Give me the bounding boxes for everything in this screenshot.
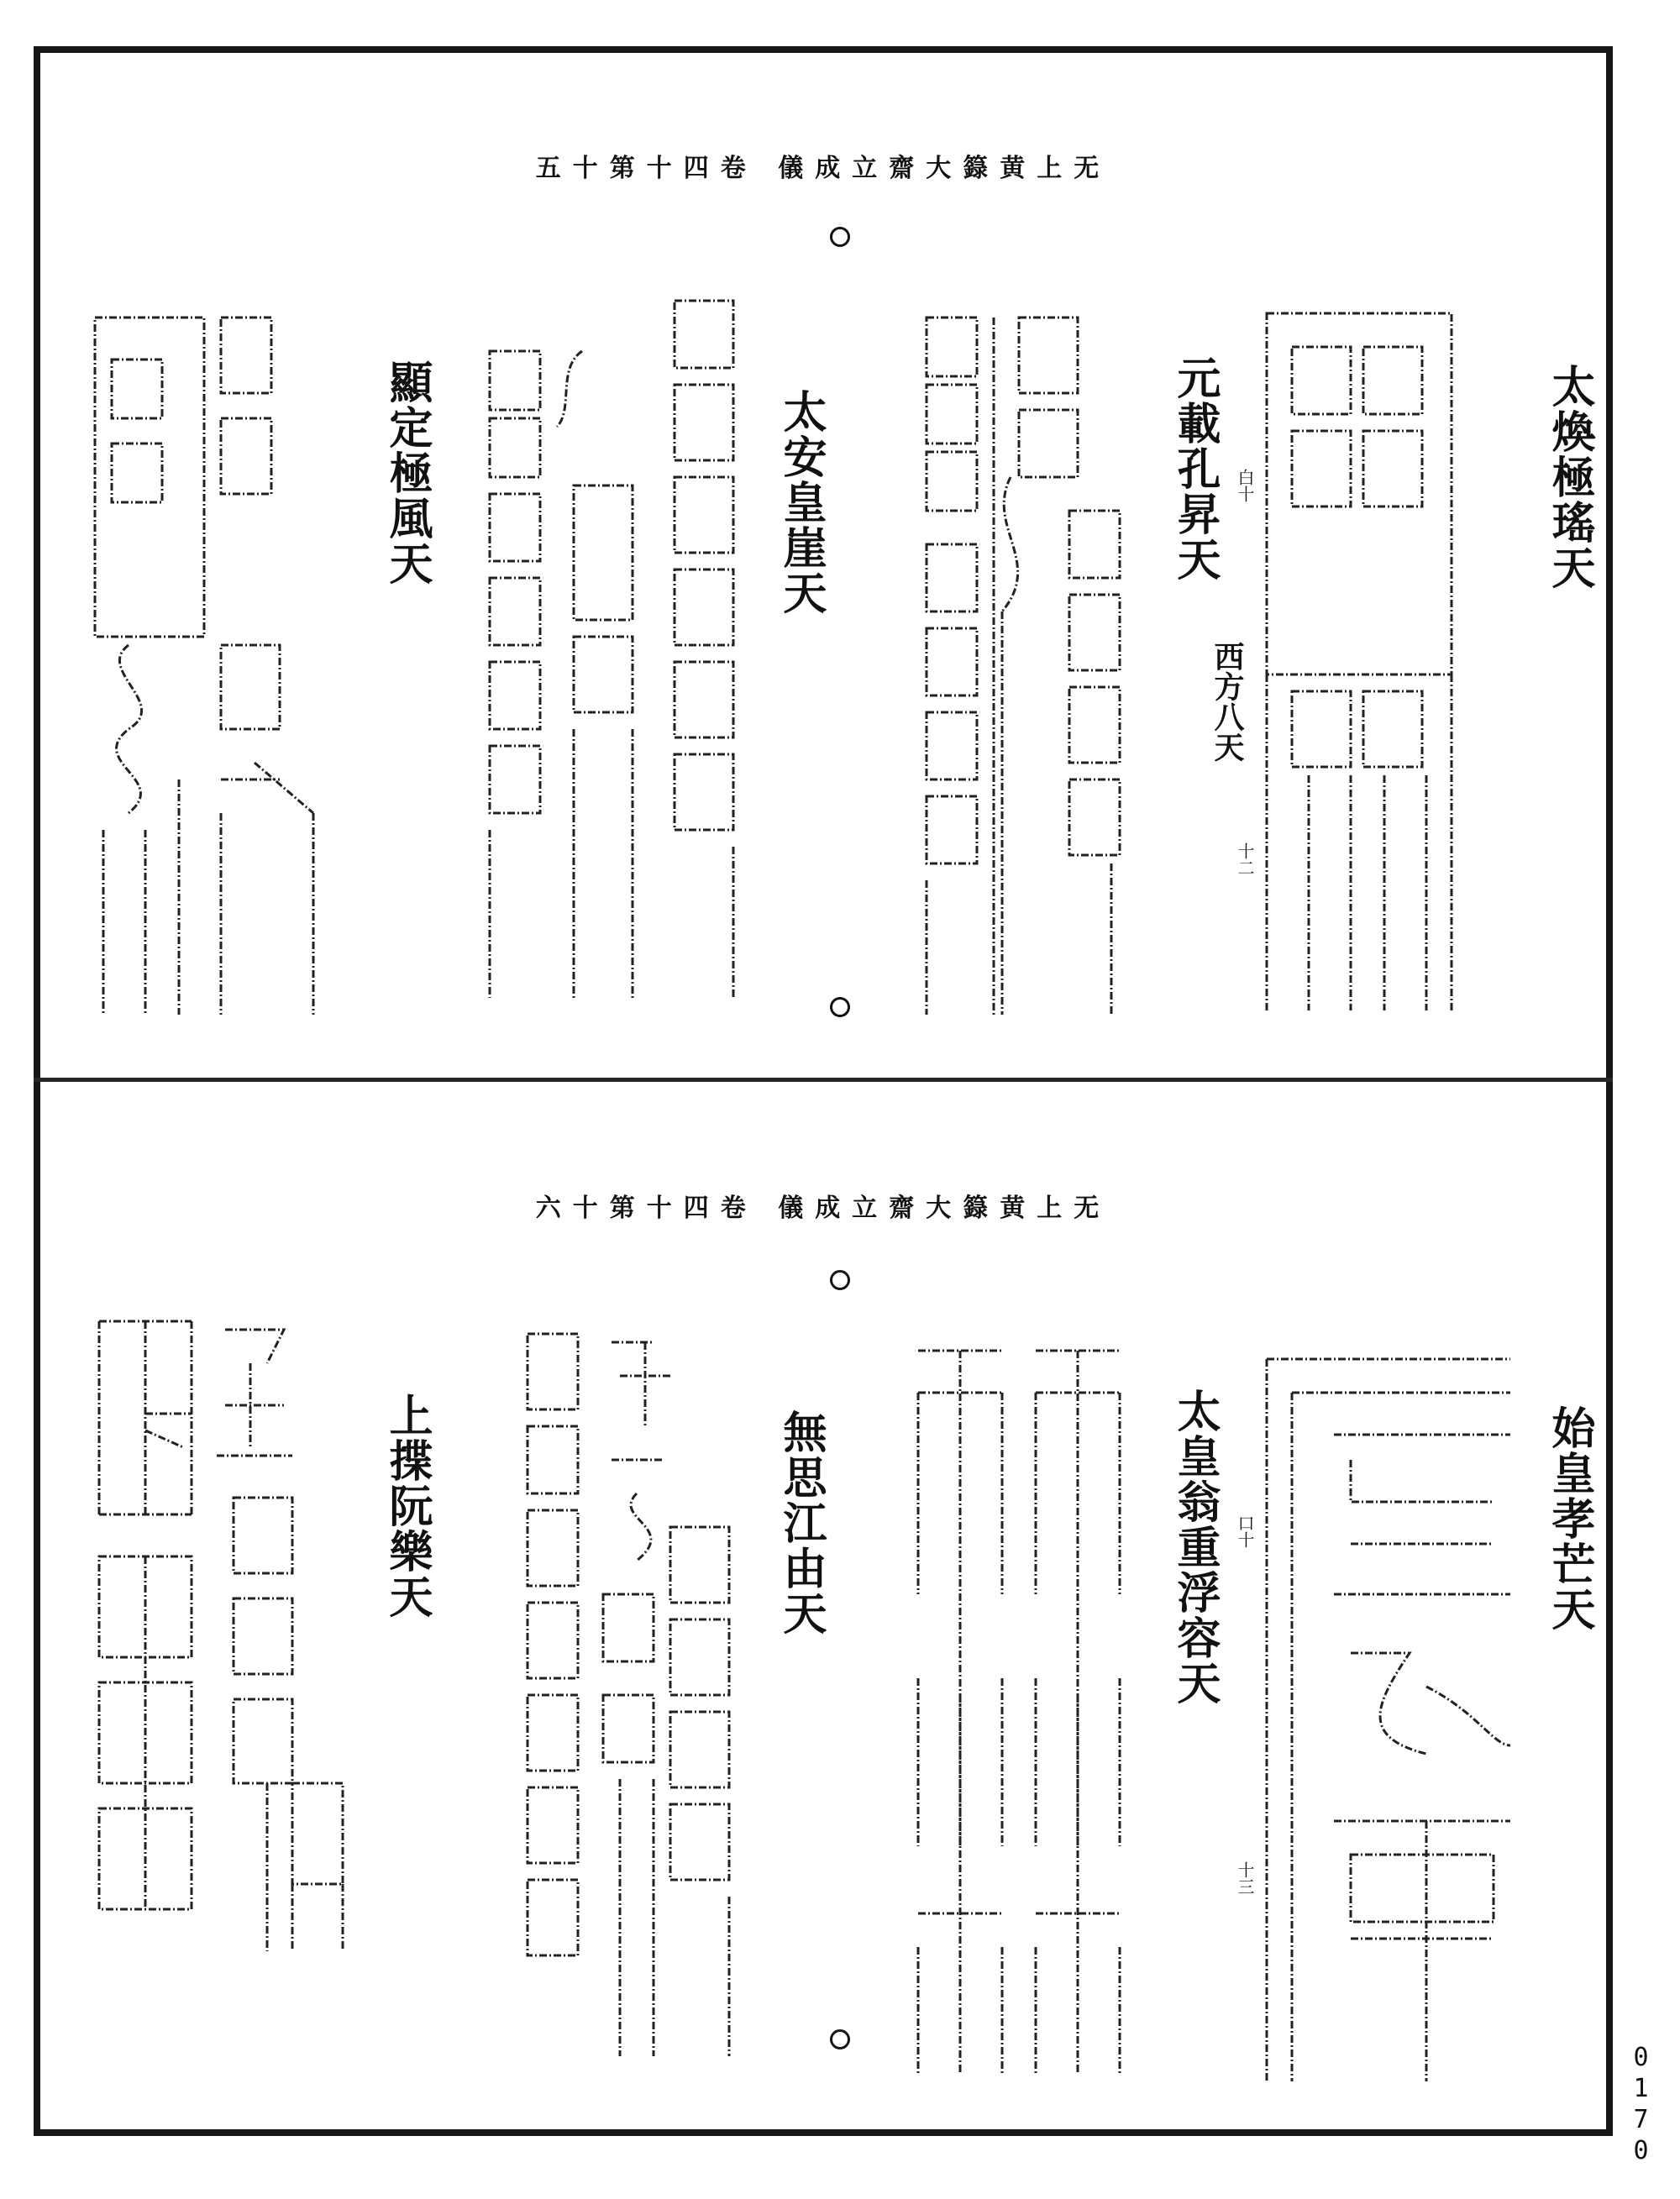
- deity-title: 太煥極瑤天: [1544, 364, 1595, 590]
- annotation-note: 十二: [1235, 842, 1255, 876]
- deity-title: 始皇孝芒天: [1544, 1405, 1595, 1632]
- page-bottom: [40, 1082, 1606, 2129]
- direction-note: 西方八天: [1210, 641, 1245, 762]
- annotation-note: 口十: [1235, 1514, 1255, 1548]
- page-top: [40, 53, 1606, 1078]
- deity-title: 無思江由天: [775, 1409, 827, 1636]
- talisman-glyph: [1258, 305, 1460, 1027]
- annotation-note: 白十: [1235, 469, 1255, 502]
- deity-title: 上揲阮樂天: [381, 1393, 433, 1619]
- page-header: 五十第十四卷 儀成立齋大籙黄上无: [535, 154, 1111, 183]
- circle-marker: [830, 227, 850, 247]
- circle-marker: [830, 1270, 850, 1290]
- talisman-glyph: [1258, 1351, 1527, 2090]
- deity-title: 太安皇崖天: [775, 389, 827, 616]
- talisman-glyph: [519, 1325, 746, 2065]
- talisman-glyph: [78, 309, 330, 1015]
- circle-marker: [830, 2029, 850, 2049]
- talisman-glyph: [910, 309, 1128, 1023]
- deity-title: 顯定極風天: [381, 360, 433, 586]
- talisman-glyph: [910, 1342, 1128, 2081]
- deity-title: 太皇翁重浮容天: [1169, 1388, 1221, 1706]
- talisman-glyph: [481, 292, 750, 1015]
- talisman-glyph: [91, 1313, 351, 2052]
- page-number: 0170: [1626, 2043, 1656, 2167]
- annotation-note: 十三: [1235, 1861, 1255, 1895]
- deity-title: 元載孔昇天: [1169, 355, 1221, 582]
- circle-marker: [830, 997, 850, 1017]
- page-header: 六十第十四卷 儀成立齋大籙黄上无: [535, 1194, 1111, 1223]
